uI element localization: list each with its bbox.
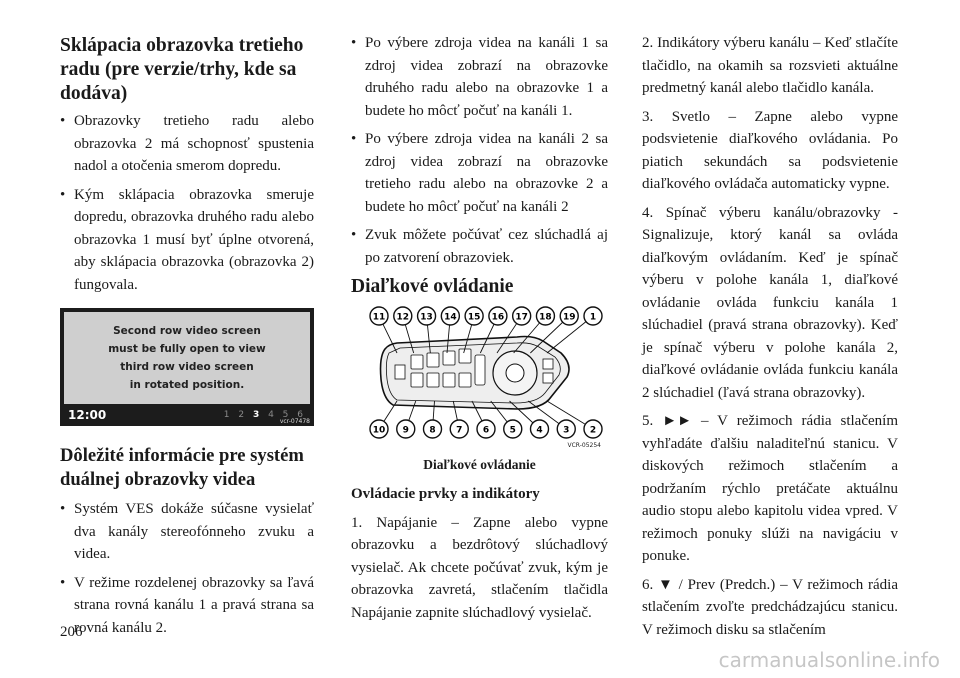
- list-item: • Po výbere zdroja videa na kanáli 1 sa zdroj videa zobrazí na obrazovke druhého radu alebo na obrazovke 1 a budete ho môcť počuť na kanáli 1.: [351, 32, 608, 122]
- callout-number: 17: [515, 312, 528, 323]
- bullet-list-flip-screen: [60, 110, 314, 296]
- callout-number: 7: [456, 425, 463, 436]
- figure-code: vcr-07478: [279, 418, 310, 425]
- section-heading-flip-screen: Sklápacia obrazovka tretieho radu (pre verzie/trhy, kde sa dodáva): [60, 35, 304, 104]
- figure-caption: Diaľkové ovládanie: [423, 457, 536, 472]
- subheading-controls: Ovládacie prvky a indikátory: [351, 486, 540, 502]
- callout-number: 1: [589, 312, 597, 323]
- callout-number: 14: [444, 312, 457, 323]
- middle-column: [351, 32, 608, 630]
- paragraph-item: 5. ►► – V režimoch rádia stlačením vyhľadáte ďalšiu naladiteľnú stanicu. V diskových režimoch stlačením a podržaním rýchlo pretáčate aktuálnu audio stopu alebo kapitolu videa vpred. V režimoch ponuky slúži na navigáciu v ponuke.: [642, 413, 898, 564]
- paragraph-item: 3. Svetlo – Zapne alebo vypne podsvietenie diaľkového ovládania. Po piatich sekundách sa podsvietenie diaľkového ovládača automaticky vypne.: [642, 108, 898, 192]
- callout-number: 16: [491, 312, 505, 323]
- callout-number: 15: [467, 312, 481, 323]
- callout-number: 19: [562, 312, 576, 323]
- list-item: • Obrazovky tretieho radu alebo obrazovka 2 má schopnosť spustenia nadol a otočenia smerom dopredu.: [60, 110, 314, 178]
- paragraph-item: 4. Spínač výberu kanálu/obrazovky - Signalizuje, ktorý kanál sa ovláda diaľkovým ovládaním. Keď je spínač výberu v polohe kanála 1, diaľkové ovládanie ovláda funkciu kanála 1 slúchadiel (pravá strana obrazovky). Keď je spínač výberu v polohe kanála 2, diaľkové ovládanie ovláda funkciu kanála 2 slúchadiel (ľavá strana obrazovky).: [642, 204, 898, 401]
- right-column: [642, 32, 898, 647]
- paragraph-item: 6. ▼ / Prev (Predch.) – V režimoch rádia stlačením zvoľte predchádzajúcu stanicu. V režimoch disku sa stlačením: [642, 576, 898, 638]
- video-screen-image: [60, 308, 314, 426]
- remote-control-figure: [367, 305, 607, 453]
- page-number: 206: [60, 624, 83, 640]
- list-item: • Po výbere zdroja videa na kanáli 2 sa zdroj videa zobrazí na obrazovke tretieho radu alebo na obrazovke 2 a budete ho môcť počuť na kanáli 2: [351, 128, 608, 218]
- watermark: carmanualsonline.info: [718, 648, 940, 672]
- figure-code: VCR-05254: [567, 442, 601, 449]
- callout-number: 4: [536, 425, 543, 436]
- channels-after: 4 5 6: [268, 410, 306, 420]
- section-heading-dual-screen: Dôležité informácie pre systém duálnej obrazovky videa: [60, 445, 304, 490]
- screen-message: Second row video screen must be fully open to view third row video screen in rotated position.: [108, 325, 266, 391]
- callout-number: 2: [589, 425, 597, 436]
- callout-number: 12: [396, 312, 410, 323]
- callout-number: 5: [509, 425, 516, 436]
- callout-number: 10: [372, 425, 386, 436]
- callout-number: 8: [429, 425, 436, 436]
- screen-status-bar: [60, 404, 314, 426]
- remote-control-illustration: [367, 305, 607, 453]
- screen-message-panel: [64, 312, 310, 404]
- list-item: • V režime rozdelenej obrazovky sa ľavá strana rovná kanálu 1 a pravá strana sa rovná kanálu 2.: [60, 572, 314, 640]
- callout-number: 6: [482, 425, 490, 436]
- paragraph-item: 2. Indikátory výberu kanálu – Keď stlačíte tlačidlo, na okamih sa rozsvieti aktuálne predmetný kanál alebo tlačidlo kanála.: [642, 35, 898, 96]
- list-item: • Zvuk môžete počúvať cez slúchadlá aj po zatvorení obrazoviek.: [351, 224, 608, 269]
- section-heading-remote: Diaľkové ovládanie: [351, 276, 514, 297]
- callout-number: 18: [539, 312, 552, 323]
- callout-number: 11: [372, 312, 386, 323]
- bullet-list-dual-screen: [60, 498, 314, 639]
- left-column: [60, 32, 314, 645]
- channels-before: 1 2: [223, 410, 248, 420]
- remote-body: [381, 337, 570, 410]
- list-item: • Systém VES dokáže súčasne vysielať dva kanály stereofónneho zvuku a videa.: [60, 498, 314, 566]
- clock-readout: 12:00: [68, 408, 107, 422]
- callout-number: 13: [420, 312, 433, 323]
- list-item: • Kým sklápacia obrazovka smeruje dopredu, obrazovka druhého radu alebo obrazovka 1 musí byť úplne otvorená, aby sklápacia obrazovka (obrazovka 2) fungovala.: [60, 184, 314, 297]
- channel-active: 3: [252, 410, 263, 420]
- callout-number: 3: [563, 425, 570, 436]
- bullet-list-channels: [351, 32, 608, 269]
- paragraph-power: 1. Napájanie – Zapne alebo vypne obrazovku a bezdrôtový slúchadlový vysielač. Ak chcete počúvať zvuk, kým je obrazovka zavretá, stlačením tlačidla Napájanie zapnite slúchadlový vysielač.: [351, 514, 608, 621]
- callout-number: 9: [402, 425, 409, 436]
